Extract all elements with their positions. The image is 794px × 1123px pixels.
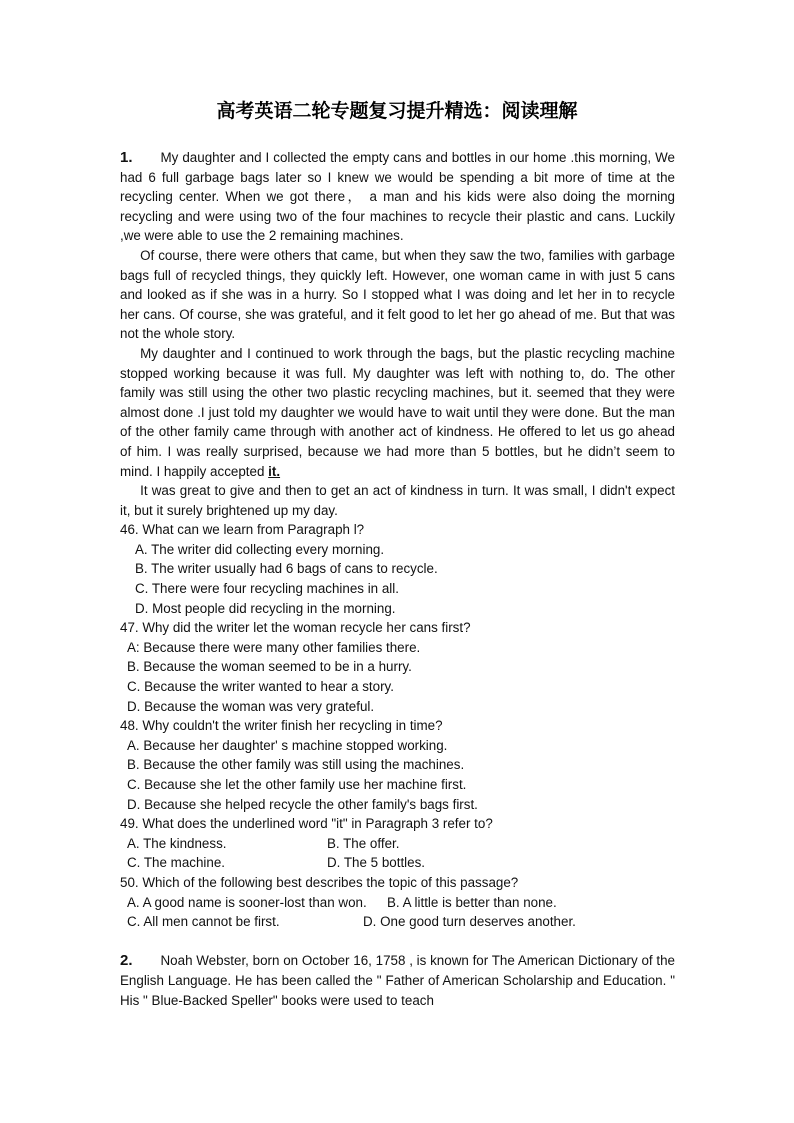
question-48-option-b: B. Because the other family was still using the machines. xyxy=(127,757,465,773)
question-49-option-c: C. The machine. xyxy=(127,855,225,871)
question-49-stem: 49. What does the underlined word "it" in Paragraph 3 refer to? xyxy=(120,816,493,832)
question-48-stem: 48. Why couldn't the writer finish her recycling in time? xyxy=(120,718,443,734)
question-46-option-d: D. Most people did recycling in the morning. xyxy=(135,600,396,616)
question-46-stem: 46. What can we learn from Paragraph l? xyxy=(120,522,365,538)
page-title: 高考英语二轮专题复习提升精选：阅读理解 xyxy=(216,100,578,122)
passage-1-paragraph-3 xyxy=(120,344,675,481)
underlined-word: it. xyxy=(268,463,281,479)
passage-1-paragraph-1 xyxy=(120,148,675,246)
paragraph-text: Noah Webster, born on October 16, 1758 , is known for The American Dictionary of the English Language. He has been called the " Father of American Scholarship and Education. " His " Blue-Backed Speller" books were used to teach xyxy=(120,953,675,1008)
question-49-options-row-2 xyxy=(120,853,675,873)
question-46-option-c: C. There were four recycling machines in all. xyxy=(135,581,399,597)
question-46-option-b: B. The writer usually had 6 bags of cans to recycle. xyxy=(135,561,438,577)
paragraph-text: My daughter and I collected the empty cans and bottles in our home .this morning, We had 6 full garbage bags later so I knew we would be spending a bit more of time at the recycling center. When we got there， a man and his kids were also doing the morning recycling and were using two of the four machines to recycle their plastic and cans. Luckily ,we were able to use the 2 remaining machines. xyxy=(120,150,675,244)
question-49-option-d: D. The 5 bottles. xyxy=(327,855,426,871)
question-48-option-c: C. Because she let the other family use her machine first. xyxy=(127,777,467,792)
question-48-option-a: A. Because her daughter' s machine stopped working. xyxy=(127,737,448,753)
question-50-option-d: D. One good turn deserves another. xyxy=(363,914,576,930)
question-47-option-b: B. Because the woman seemed to be in a hurry. xyxy=(127,659,412,675)
document-body xyxy=(120,148,675,1010)
question-49-option-b: B. The offer. xyxy=(327,835,400,851)
question-50-options-row-1 xyxy=(120,893,675,913)
passage-number: 1. xyxy=(120,149,133,166)
question-48-option-d: D. Because she helped recycle the other family's bags first. xyxy=(127,796,478,812)
question-50-option-a: A. A good name is sooner-lost than won. xyxy=(127,894,367,910)
paragraph-text: My daughter and I continued to work through the bags, but the plastic recycling machine stopped working because it was full. My daughter was left with nothing to, do. The other family was still using the other two plastic recycling machines, but it. seemed that they were almost done .I just told my daughter we would have to wait until they were done. But the man of the other family came through with another act of kindness. He offered to let us go ahead of him. I was really surprised, because we had more than 5 bottles, but he didn’t seem to mind. I happily accepted xyxy=(120,345,675,479)
question-47-stem: 47. Why did the writer let the woman recycle her cans first? xyxy=(120,620,471,636)
question-50-stem: 50. Which of the following best describes the topic of this passage? xyxy=(120,874,519,890)
passage-number: 2. xyxy=(120,952,133,970)
section-gap xyxy=(120,932,675,952)
question-47-option-a: A: Because there were many other families there. xyxy=(127,639,421,655)
passage-1-paragraph-4: It was great to give and then to get an act of kindness in turn. It was small, I didn't expect it, but it surely brightened up my day. xyxy=(120,483,675,518)
question-50-option-b: B. A little is better than none. xyxy=(387,894,557,910)
question-50-option-c: C. All men cannot be first. xyxy=(127,914,280,930)
question-47-option-d: D. Because the woman was very grateful. xyxy=(127,698,375,714)
question-49-options-row-1 xyxy=(120,834,675,854)
question-50-options-row-2 xyxy=(120,912,675,932)
passage-1-paragraph-2: Of course, there were others that came, but when they saw the two, families with garbage bags full of recycled things, they quickly left. However, one woman came in with just 5 cans and looked as if she was in a hurry. So I stopped what I was doing and let her in to recycle her cans. Of course, she was grateful, and it felt good to let her go ahead of me. But that was not the whole story. xyxy=(120,247,675,342)
question-47-option-c: C. Because the writer wanted to hear a story. xyxy=(127,679,394,695)
question-49-option-a: A. The kindness. xyxy=(127,835,227,851)
passage-2-paragraph-1 xyxy=(120,951,675,1010)
question-46-option-a: A. The writer did collecting every morning. xyxy=(135,541,385,557)
